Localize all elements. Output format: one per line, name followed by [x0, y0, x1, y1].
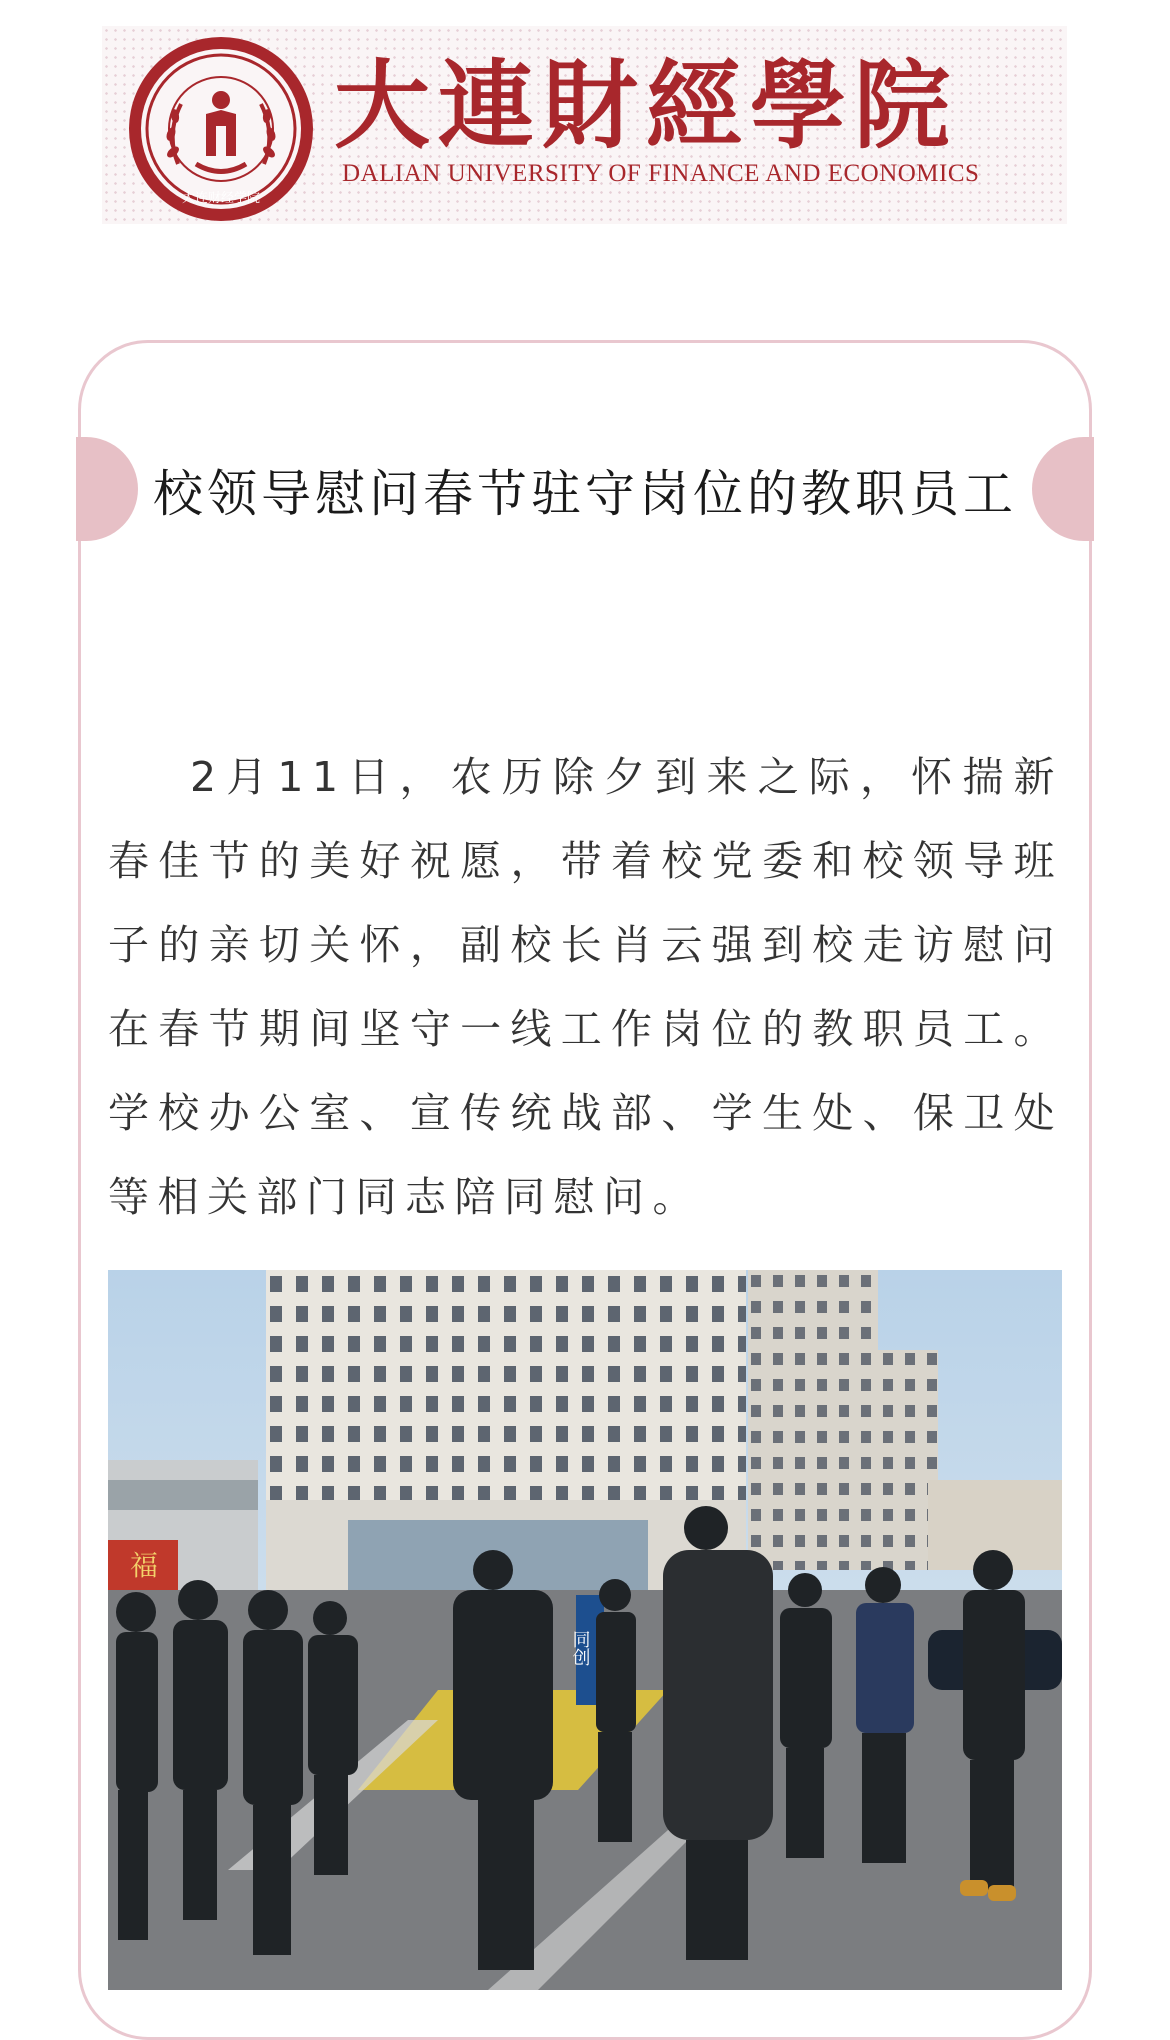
school-banner [102, 26, 1067, 224]
article-photo [108, 1270, 1062, 1990]
school-seal-logo [126, 34, 316, 224]
school-name-en: DALIAN UNIVERSITY OF FINANCE AND ECONOMICS [342, 160, 980, 187]
photo-scene [108, 1270, 1062, 1990]
fu-sign-text: 福 [130, 1549, 159, 1582]
seal-text: 大连财经学院 [181, 191, 261, 206]
school-name-cn: 大連財經學院 [334, 49, 958, 162]
photo-sign-text: 同创 [569, 1630, 591, 1666]
article-paragraph: 2月11日，农历除夕到来之际，怀揣新春佳节的美好祝愿，带着校党委和校领导班子的亲切关怀，副校长肖云强到校走访慰问在春节期间坚守一线工作岗位的教职员工。学校办公室、宣传统战部、学生处、保卫处等相关部门同志陪同慰问。 [108, 753, 1063, 1221]
article-title: 校领导慰问春节驻守岗位的教职员工 [153, 465, 1017, 523]
